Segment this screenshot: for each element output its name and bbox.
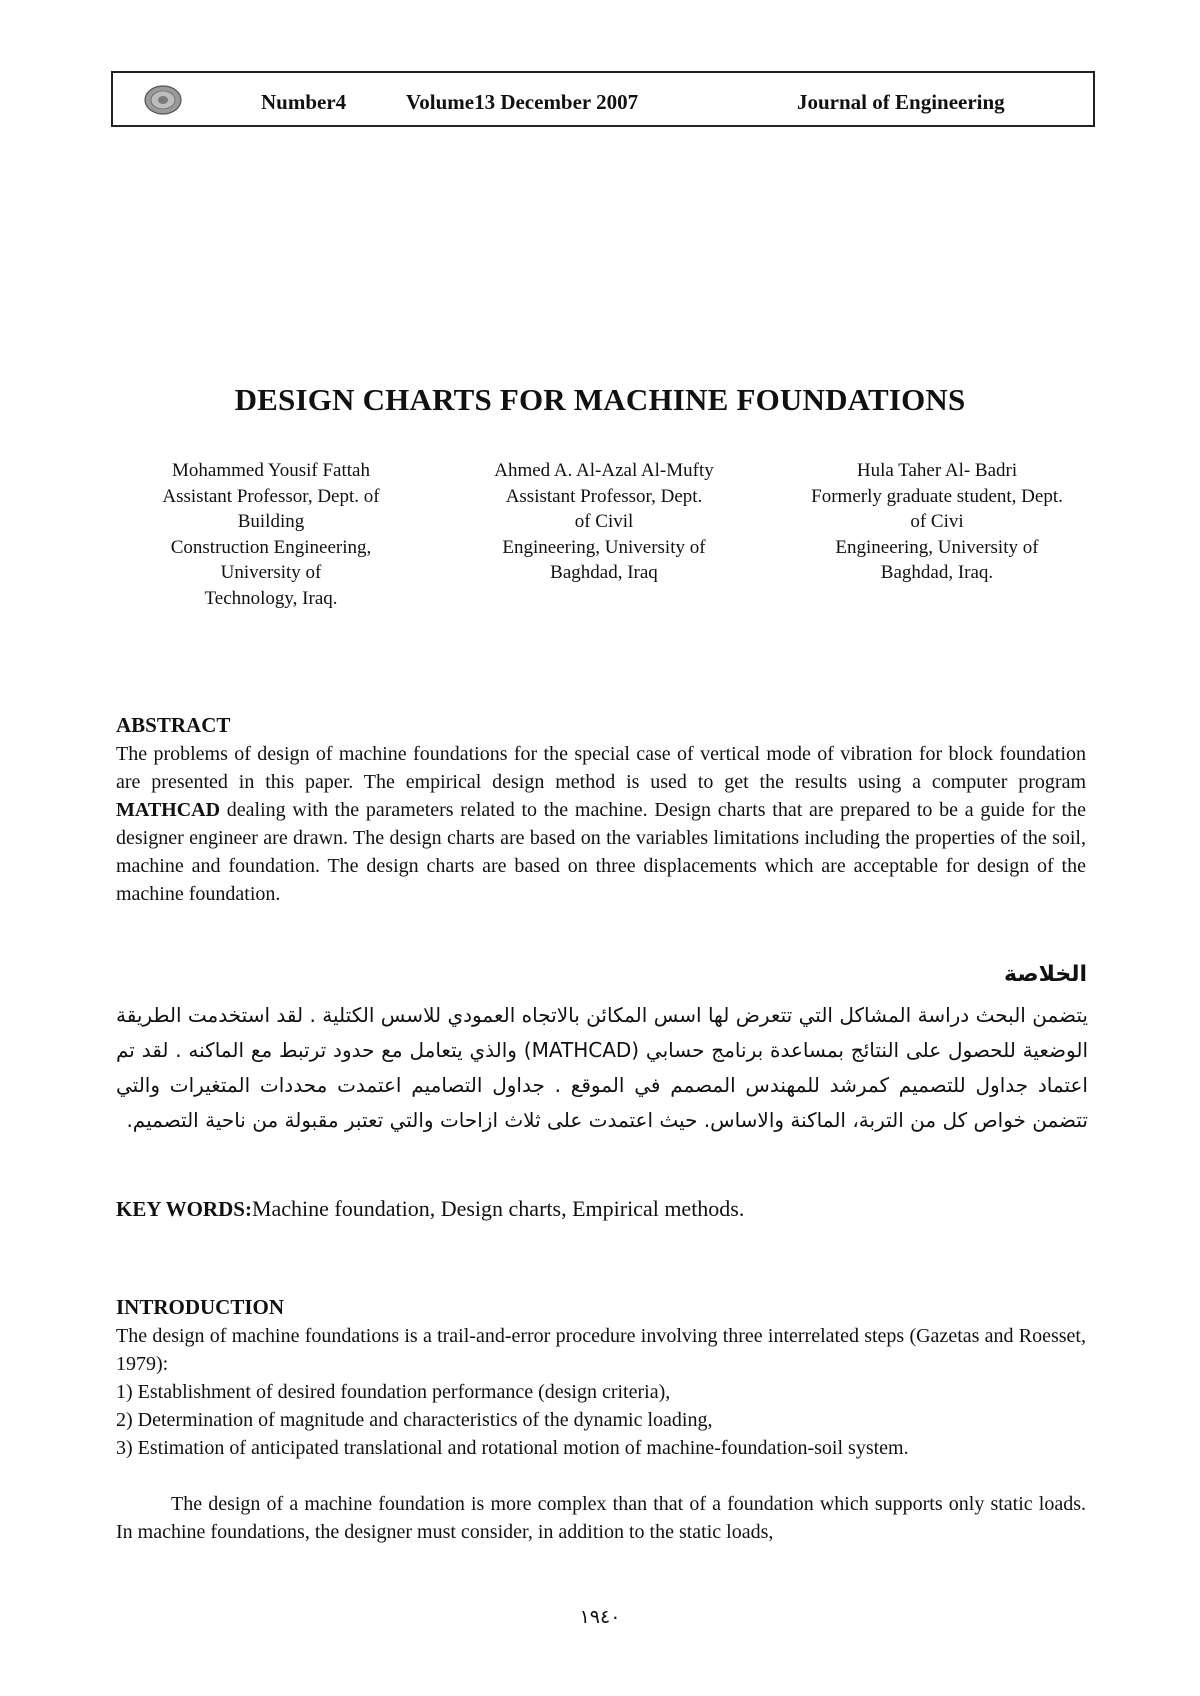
author-block [772,458,1102,586]
introduction-heading: INTRODUCTION [116,1295,285,1319]
journal-header [111,71,1095,127]
author-affiliation-line: Building [237,511,305,532]
university-seal-icon [143,85,183,115]
journal-name: Journal of Engineering [797,90,1005,114]
abstract-text-part: dealing with the parameters related to the machine. Design charts that are prepared to be a guide for the designer engineer are drawn. The design charts are based on the variables limitations including the properties of the soil, machine and foundation. The design charts are based on three displacements which are acceptable for design of the machine foundation. [116,799,1086,905]
abstract-text-part: The problems of design of machine foundations for the special case of vertical mode of vibration for block foundation are presented in this paper. The empirical design method is used to get the results using a computer program [116,743,1086,793]
abstract-heading: ABSTRACT [116,713,231,737]
list-item: 1) Establishment of desired foundation performance (design criteria), [116,1381,671,1403]
author-affiliation-line: Assistant Professor, Dept. of [162,485,380,507]
author-block [439,458,769,586]
keywords [116,1196,744,1222]
author-affiliation-line: of Civi [910,511,964,532]
page-number: ١٩٤٠ [579,1606,621,1628]
volume-date: Volume13 December 2007 [406,90,639,114]
author-name: Ahmed A. Al-Azal Al-Mufty [494,460,714,481]
author-affiliation-line: Baghdad, Iraq [550,562,658,583]
author-affiliation-line: University of [220,562,322,583]
list-item: 2) Determination of magnitude and characteristics of the dynamic loading, [116,1409,713,1431]
arabic-abstract-heading: الخلاصة [1004,962,1087,987]
abstract-body [116,740,1086,908]
abstract-bold-term: MATHCAD [116,799,221,821]
author-block [106,458,436,611]
author-affiliation-line: Technology, Iraq. [204,587,338,609]
design-steps-list [116,1378,1096,1462]
introduction-paragraph: The design of a machine foundation is more complex than that of a foundation which supports only static loads. In machine foundations, the designer must consider, in addition to the static loads, [116,1493,1086,1543]
author-name: Mohammed Yousif Fattah [172,460,370,481]
list-item: 3) Estimation of anticipated translational and rotational motion of machine-foundation-soil system. [116,1437,909,1459]
author-affiliation-line: Formerly graduate student, Dept. [811,485,1063,507]
issue-number: Number4 [261,90,347,114]
keywords-label: KEY WORDS: [116,1197,252,1221]
introduction-text: The design of machine foundations is a trail-and-error procedure involving three interrelated steps (Gazetas and Roesset, 1979): [116,1325,1086,1375]
author-name: Hula Taher Al- Badri [856,460,1018,481]
author-affiliation-line: Engineering, University of [835,536,1039,558]
author-affiliation-line: Engineering, University of [502,536,706,558]
author-affiliation-line: of Civil [574,511,634,532]
keywords-text: Machine foundation, Design charts, Empirical methods. [251,1196,745,1221]
author-affiliation-line: Construction Engineering, [170,536,372,558]
author-affiliation-line: Baghdad, Iraq. [880,562,994,583]
paper-title: DESIGN CHARTS FOR MACHINE FOUNDATIONS [234,382,966,417]
author-affiliation-line: Assistant Professor, Dept. [505,485,703,507]
arabic-abstract-body: يتضمن البحث دراسة المشاكل التي تتعرض لها اسس المكائن بالاتجاه العمودي للاسس الكتلية . لقد استخدمت الطريقة الوضعية للحصول على النتائج بمساعدة برنامج حسابي (MATHCAD) والذي يتعامل مع حدود ترتبط مع الماكنه . لقد تم اعتماد جداول للتصميم كمرشد للمهندس المصمم في الموقع . جداول التصاميم اعتمدت محددات المتغيرات والتي تتضمن خواص كل من التربة، الماكنة والاساس. حيث اعتمدت على ثلاث ازاحات والتي تعتبر مقبولة من ناحية التصميم. [116,1003,1089,1132]
